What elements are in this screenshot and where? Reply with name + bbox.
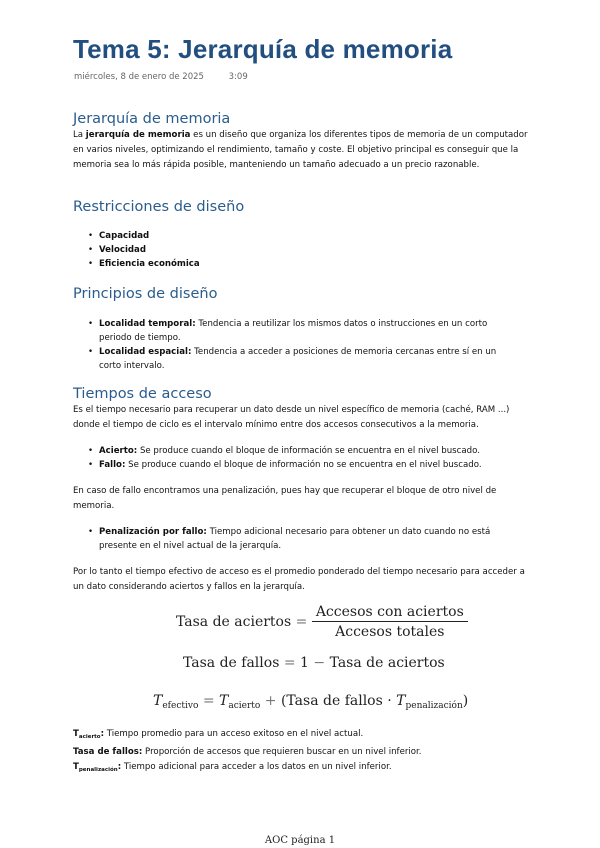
definition-line	[73, 745, 533, 760]
acierto-fallo-list	[88, 444, 518, 472]
penalty-intro: En caso de fallo encontramos una penalización, pues hay que recuperar el bloque de otro nivel de memoria.	[73, 486, 497, 511]
list-item	[88, 257, 518, 271]
definition-symbol: T	[73, 762, 79, 772]
page-footer: AOC página 1	[264, 835, 336, 846]
definition-text: Tiempo adicional para acceder a los datos en un nivel inferior.	[121, 762, 392, 772]
formula-subscript: efectivo	[162, 701, 199, 711]
definition-line	[73, 727, 533, 745]
list-item: • Localidad temporal: Tendencia a reutilizar los mismos datos o instrucciones en un corto periodo de tiempo.	[88, 317, 518, 345]
section-heading-principios: Principios de diseño	[73, 286, 218, 302]
list-item-label: Eficiencia económica	[99, 259, 200, 269]
formula-tasa-aciertos	[176, 604, 468, 640]
section-heading-restricciones: Restricciones de diseño	[73, 199, 245, 215]
formula-symbol: T	[153, 693, 163, 709]
restricciones-list	[88, 229, 518, 271]
formula-term: Tasa de aciertos	[329, 655, 445, 671]
formula-operator: +	[264, 693, 277, 709]
definitions-block	[73, 727, 533, 778]
penalty-list	[88, 525, 518, 553]
page-title: Tema 5: Jerarquía de memoria	[73, 34, 453, 64]
list-item: • Localidad espacial: Tendencia a acceder a posiciones de memoria cercanas entre sí en un corto intervalo.	[88, 345, 518, 373]
formula-term: 1	[300, 655, 309, 671]
formula-symbol: T	[219, 693, 229, 709]
formula-fraction	[312, 604, 468, 640]
list-item-desc: Tendencia a acceder a posiciones de memoria cercanas entre sí en un corto intervalo.	[99, 347, 497, 371]
definition-subscript: acierto	[78, 734, 101, 740]
page-time: 3:09	[228, 72, 248, 82]
list-item-desc: Se produce cuando el bloque de información no se encuentra en el nivel buscado.	[128, 460, 482, 470]
formula-operator: =	[295, 614, 308, 630]
definition-text: Proporción de accesos que requieren buscar en un nivel inferior.	[142, 747, 422, 757]
text-run: La	[73, 130, 86, 140]
page-date: miércoles, 8 de enero de 2025	[74, 72, 204, 82]
section-heading-tiempos: Tiempos de acceso	[73, 386, 212, 402]
list-item: • Acierto: Se produce cuando el bloque de información se encuentra en el nivel buscado.	[88, 444, 518, 458]
formula-tiempo-efectivo	[153, 693, 468, 711]
formula-operator: =	[202, 693, 215, 709]
definition-colon: :	[100, 729, 105, 739]
list-item-label: Velocidad	[99, 245, 147, 255]
list-item	[88, 243, 518, 257]
formula-lhs: Tasa de aciertos	[176, 614, 292, 630]
list-item: • Fallo: Se produce cuando el bloque de información no se encuentra en el nivel buscado.	[88, 458, 518, 472]
formula-subscript: penalización	[405, 701, 463, 711]
definition-line	[73, 760, 533, 778]
formula-operator: −	[313, 655, 326, 671]
list-item-desc: Tendencia a reutilizar los mismos datos o instrucciones en un corto periodo de tiempo.	[99, 319, 488, 343]
list-item-term: Localidad temporal	[99, 319, 193, 329]
list-item-term: Fallo	[99, 460, 122, 470]
formula-tasa-fallos	[183, 655, 445, 671]
page-metadata	[74, 72, 248, 82]
list-item-term: Localidad espacial	[99, 347, 188, 357]
list-item	[88, 229, 518, 243]
definition-subscript: penalización	[78, 767, 118, 773]
list-item-desc: Tiempo adicional necesario para obtener un dato cuando no está presente en el nivel actual de la jerarquía.	[99, 527, 491, 551]
bold-term: jerarquía de memoria	[85, 130, 191, 140]
tiempos-intro: Es el tiempo necesario para recuperar un dato desde un nivel específico de memoria (caché, RAM ...) donde el tiempo de ciclo es el intervalo mínimo entre dos accesos consecutivos a la memoria.	[73, 405, 510, 430]
formula-subscript: acierto	[228, 701, 261, 711]
definition-colon: :	[117, 762, 122, 772]
definition-symbol: T	[73, 729, 79, 739]
fraction-denominator: Accesos totales	[335, 624, 445, 640]
list-item: • Penalización por fallo: Tiempo adicional necesario para obtener un dato cuando no está presente en el nivel actual de la jerarquía.	[88, 525, 518, 553]
formula-operator: =	[283, 655, 296, 671]
effective-intro: Por lo tanto el tiempo efectivo de acceso es el promedio ponderado del tiempo necesario para acceder a un dato considerando aciertos y fallos en la jerarquía.	[73, 567, 525, 592]
section-paragraph-jerarquia	[73, 128, 533, 173]
formula-term: (Tasa de fallos ·	[280, 693, 392, 709]
section-heading-jerarquia: Jerarquía de memoria	[73, 111, 231, 127]
formula-lhs: Tasa de fallos	[183, 655, 280, 671]
formula-symbol: T	[396, 693, 406, 709]
formula-term: )	[462, 693, 469, 709]
text-run: es un diseño que organiza los diferentes tipos de memoria de un computador en varios niveles, optimizando el rendimiento, tamaño y coste. El objetivo principal es conseguir que la memoria sea lo más rápida posible, manteniendo un tamaño adecuado a un precio razonable.	[73, 130, 528, 170]
definition-text: Tiempo promedio para un acceso exitoso en el nivel actual.	[104, 729, 364, 739]
list-item-desc: Se produce cuando el bloque de información se encuentra en el nivel buscado.	[139, 446, 480, 456]
list-item-label: Capacidad	[99, 231, 150, 241]
list-item-term: Acierto	[99, 446, 134, 456]
fraction-numerator: Accesos con aciertos	[312, 604, 468, 622]
principios-list	[88, 317, 518, 373]
list-item-term: Penalización por fallo	[99, 527, 204, 537]
definition-term: Tasa de fallos:	[73, 747, 143, 757]
